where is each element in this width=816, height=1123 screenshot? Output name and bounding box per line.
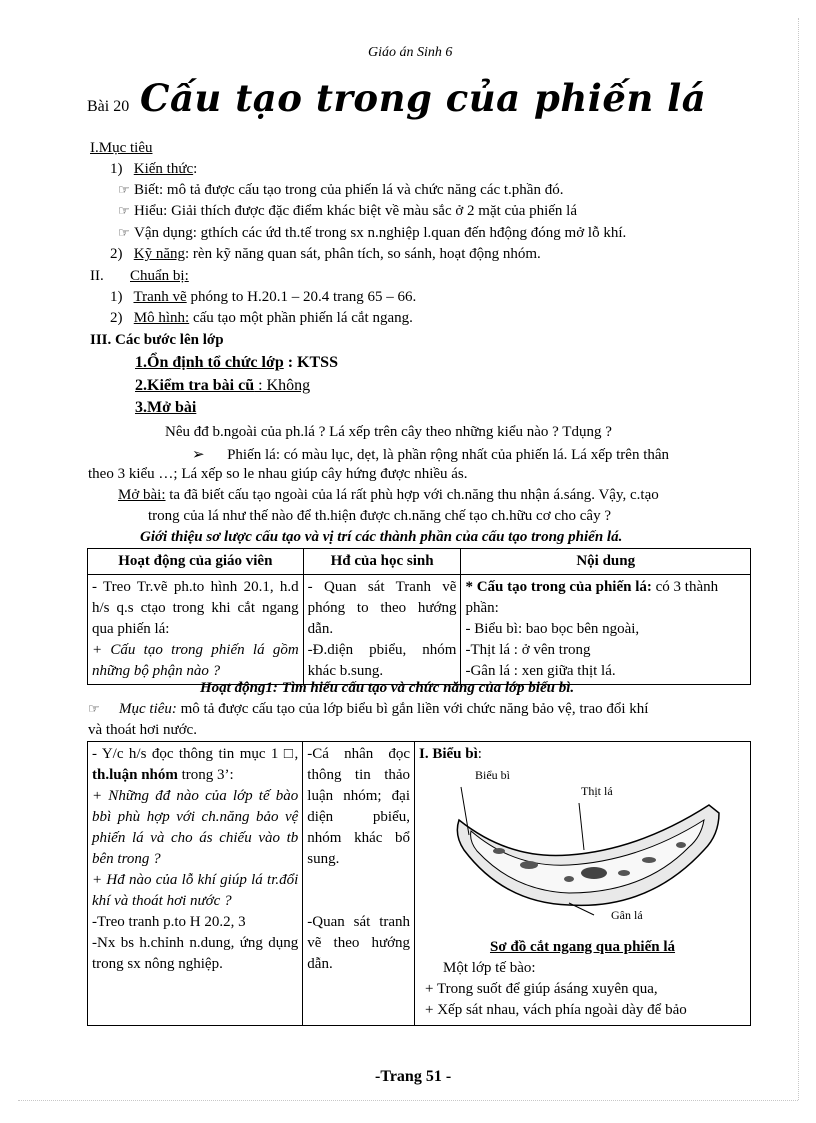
table-row bbox=[88, 575, 751, 685]
student-activity-cell: -Cá nhân đọc thông tin thảo luận nhóm; đại diện pbiểu, nhóm khác bổ sung. -Quan sát tranh vẽ theo hướng dẫn. bbox=[303, 742, 415, 1026]
pointing-hand-icon: ☞ bbox=[118, 225, 130, 240]
intro-line-2: trong của lá như thế nào để th.hiện được ch.năng chế tạo ch.hữu cơ cho cây ? bbox=[148, 508, 612, 524]
section-3-heading: III. Các bước lên lớp bbox=[90, 332, 224, 348]
objective-item: ☞ Vận dụng: gthích các ứd th.tế trong sx n.nghiệp l.quan đến hđộng đóng mở lỗ khí. bbox=[118, 225, 627, 241]
student-activity-cell: - Quan sát Tranh vẽ phóng to theo hướng dẫn. -Đ.diện pbiểu, nhóm khác b.sung. bbox=[303, 575, 461, 685]
placeholder-box-icon: □ bbox=[283, 746, 295, 762]
pointing-hand-icon: ☞ bbox=[118, 203, 130, 218]
section-1-heading: I.Mục tiêu bbox=[90, 140, 153, 156]
teacher-activity-cell: - Y/c h/s đọc thông tin mục 1 □, th.luận nhóm trong 3’: + Những đđ nào của lớp tế bào bbì phù hợp với ch.năng bảo vệ phiến lá và cho ás chiếu vào tb bên trong ? + Hđ nào của lỗ khí giúp lá tr.đổi khí và thoát hơi nước ? -Treo tranh p.to H 20.2, 3 -Nx bs h.chỉnh n.dung, ứng dụng trong sx nông nghiệp. bbox=[88, 742, 303, 1026]
knowledge-heading: 1) Kiến thức: bbox=[110, 161, 198, 177]
arrow-bullet-icon: ➢ bbox=[192, 447, 205, 463]
objective-item: ☞ Hiểu: Giải thích được đặc điểm khác biệt về màu sắc ở 2 mặt của phiến lá bbox=[118, 203, 578, 219]
intro-line-1: Mở bài: ta đã biết cấu tạo ngoài của lá rất phù hợp với ch.năng thu nhận á.sáng. Vậy, c.tạo bbox=[118, 487, 659, 503]
preparation-item: 1) Tranh vẽ phóng to H.20.1 – 20.4 trang 65 – 66. bbox=[110, 289, 417, 305]
vein-label: Gân lá bbox=[611, 908, 643, 922]
leaf-diagram bbox=[419, 765, 739, 935]
pointing-hand-icon: ☞ bbox=[88, 701, 100, 716]
figure-caption: Sơ đồ cắt ngang qua phiến lá bbox=[489, 939, 676, 955]
skills-line: 2) Kỹ năng: rèn kỹ năng quan sát, phân tích, so sánh, hoạt động nhóm. bbox=[110, 246, 541, 262]
label-line bbox=[579, 803, 584, 850]
step-1: 1.Ổn định tổ chức lớp : KTSS bbox=[135, 354, 338, 371]
mesophyll-label: Thịt lá bbox=[581, 784, 613, 798]
column-header: Hoạt động của giáo viên bbox=[88, 549, 304, 575]
page-number: -Trang 51 - bbox=[375, 1068, 452, 1085]
table-1-caption: Giới thiệu sơ lược cấu tạo và vị trí các thành phần của cấu tạo trong phiến lá. bbox=[140, 529, 623, 545]
epidermis-label: Biểu bì bbox=[475, 768, 511, 782]
lesson-title: Cấu tạo trong của phiến lá bbox=[140, 76, 707, 120]
lesson-number: Bài 20 bbox=[87, 98, 130, 115]
cell bbox=[520, 861, 538, 869]
step-2: 2.Kiểm tra bài cũ : Không bbox=[135, 377, 311, 394]
section-2-heading: II. Chuẩn bị: bbox=[90, 268, 189, 284]
preparation-item: 2) Mô hình: cấu tạo một phần phiến lá cắt ngang. bbox=[110, 310, 413, 326]
activity-1-goal-cont: và thoát hơi nước. bbox=[88, 722, 197, 738]
content-cell: * Cấu tạo trong của phiến lá: có 3 thành phần: - Biểu bì: bao bọc bên ngoài, -Thịt lá : ở vên trong -Gân lá : xen giữa thịt lá. bbox=[461, 575, 751, 685]
table-header-row bbox=[88, 549, 751, 575]
review-answer-line-1: ➢ Phiến lá: có màu lục, dẹt, là phần rộng nhất của phiến lá. Lá xếp trên thân bbox=[192, 447, 670, 463]
objective-item: ☞ Biết: mô tả được cấu tạo trong của phiến lá và chức năng các t.phần đó. bbox=[118, 182, 564, 198]
cell bbox=[493, 848, 505, 854]
leaf-cross-section-figure bbox=[419, 765, 746, 935]
page-border-bottom bbox=[18, 1100, 798, 1101]
activity-1-goal: ☞ Mục tiêu: mô tả được cấu tạo của lớp biểu bì gắn liền với chức năng bảo vệ, trao đổi khí bbox=[88, 701, 649, 717]
review-answer-line-2: theo 3 kiểu …; Lá xếp so le nhau giúp cây hứng được nhiều ás. bbox=[88, 466, 468, 482]
epidermis-table bbox=[87, 741, 751, 1026]
vein-bundle bbox=[581, 867, 607, 879]
activity-1-title: Hoạt động1: Tìm hiểu cấu tạo và chức năng của lớp biểu bì. bbox=[200, 680, 575, 696]
table-row bbox=[88, 742, 751, 1026]
cell bbox=[642, 857, 656, 863]
teacher-activity-cell: - Treo Tr.vẽ ph.to hình 20.1, h.d h/s q.s ctạo trong khi cắt ngang qua phiến lá: + Cấu tạo trong phiến lá gồm những bộ phận nào ? bbox=[88, 575, 304, 685]
cell bbox=[618, 870, 630, 876]
cell bbox=[564, 876, 574, 882]
content-cell: I. Biểu bì: Biểu bì Thịt lá Gân lá Sơ đồ cắt ngang qua phiến lá Một lớp tế bào: + Trong suốt để giúp ásáng xuyên qua, + Xếp sát nhau, vách phía ngoài dày để bảo bbox=[415, 742, 751, 1026]
page-border-right bbox=[798, 18, 799, 1100]
overview-table bbox=[87, 548, 751, 685]
running-header: Giáo án Sinh 6 bbox=[368, 45, 453, 60]
pointing-hand-icon: ☞ bbox=[118, 182, 130, 197]
review-question: Nêu đđ b.ngoài của ph.lá ? Lá xếp trên cây theo những kiểu nào ? Tdụng ? bbox=[165, 424, 612, 440]
column-header: Nội dung bbox=[461, 549, 751, 575]
step-3: 3.Mở bài bbox=[135, 399, 197, 416]
column-header: Hđ của học sinh bbox=[303, 549, 461, 575]
cell bbox=[676, 842, 686, 848]
